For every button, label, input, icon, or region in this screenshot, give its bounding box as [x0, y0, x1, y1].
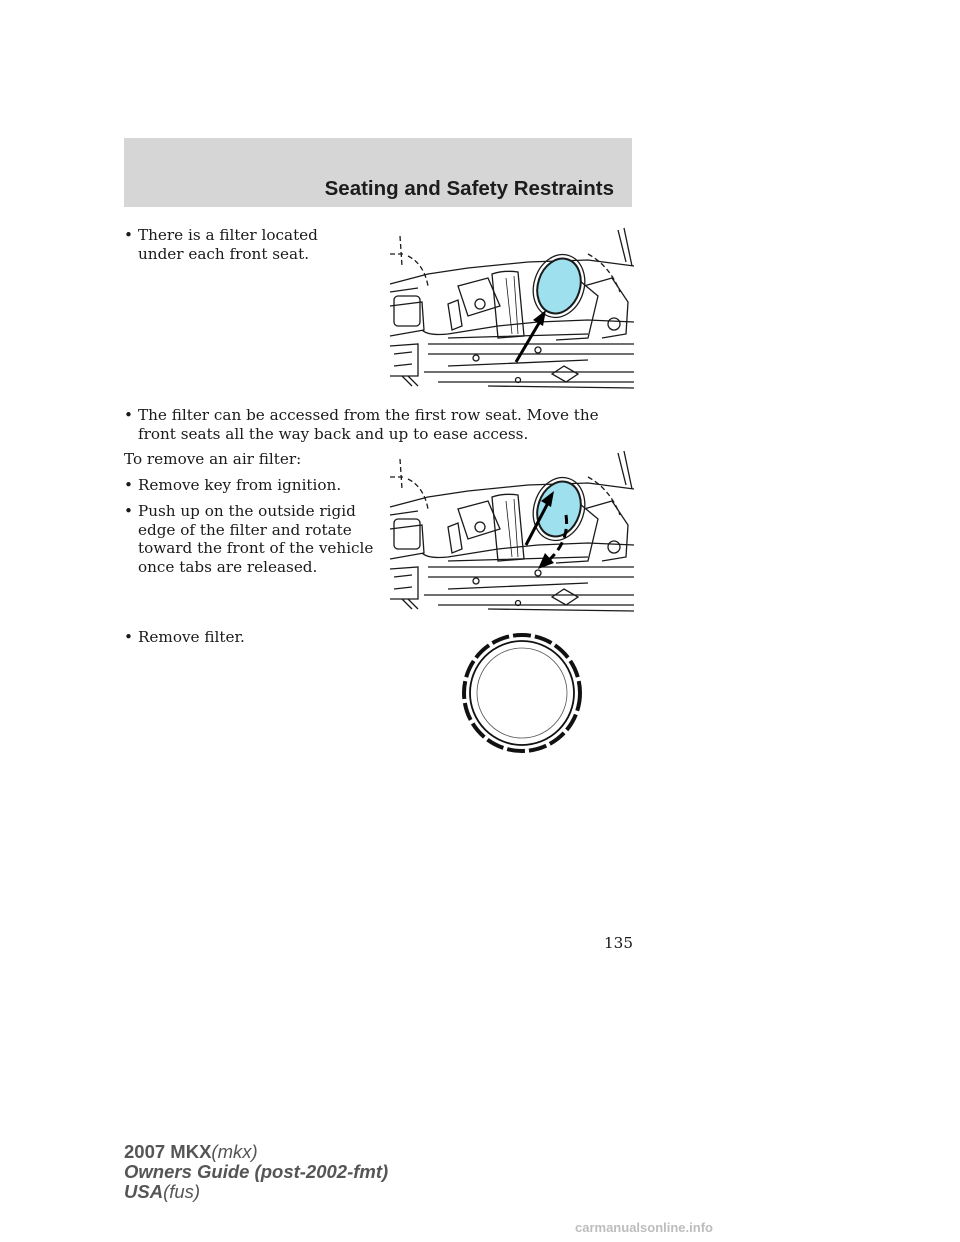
- list-item-text: There is a filter located under each front seat.: [138, 226, 318, 263]
- bullet-icon: •: [124, 502, 133, 520]
- document-footer: [124, 1142, 388, 1202]
- footer-guide: Owners Guide (post-2002-fmt): [124, 1161, 389, 1182]
- footer-model: 2007 MKX: [124, 1141, 212, 1162]
- list-item: [124, 406, 624, 443]
- footer-model-code: (mkx): [211, 1141, 258, 1162]
- intro-text: To remove an air filter:: [124, 450, 302, 468]
- list-item-text: The filter can be accessed from the first row seat. Move the front seats all the way back and up to ease access.: [138, 406, 599, 443]
- watermark: carmanualsonline.info: [575, 1220, 713, 1235]
- filter-location-illustration: [388, 226, 636, 391]
- section-header: [124, 138, 632, 207]
- air-filter-illustration: [460, 630, 584, 756]
- list-item: [124, 502, 386, 576]
- list-item-text: Remove filter.: [138, 628, 245, 646]
- list-item-text: Remove key from ignition.: [138, 476, 342, 494]
- footer-line-3: [124, 1182, 388, 1202]
- footer-market: USA: [124, 1181, 164, 1202]
- footer-line-1: [124, 1142, 388, 1162]
- bullet-icon: •: [124, 226, 133, 244]
- list-item: [124, 628, 374, 647]
- list-item: [124, 476, 374, 495]
- section-title: Seating and Safety Restraints: [324, 177, 614, 200]
- list-item-text: Push up on the outside rigid edge of the filter and rotate toward the front of the vehicle once tabs are released.: [138, 502, 374, 576]
- page-number: 135: [604, 934, 633, 952]
- filter-removal-illustration: [388, 449, 636, 614]
- bullet-icon: •: [124, 406, 133, 424]
- list-item: [124, 226, 364, 263]
- footer-market-code: (fus): [163, 1181, 201, 1202]
- bullet-icon: •: [124, 628, 133, 646]
- bullet-icon: •: [124, 476, 133, 494]
